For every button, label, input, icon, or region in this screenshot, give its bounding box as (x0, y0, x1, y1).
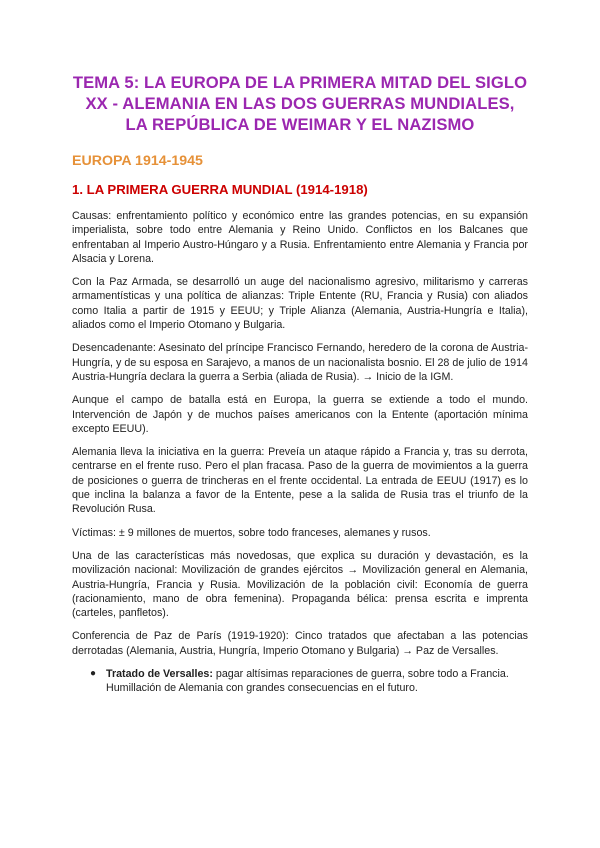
paragraph-causas: Causas: enfrentamiento político y económico entre las grandes potencias, en su expansión imperialista, sobre todo entre Alemania y Reino Unido. Conflictos en los Balcanes que enfrentaban al Imperio Austro-Húngaro y a Rusia. Enfrentamiento entre Alemania y Francia por Alsacia y Lorena. (72, 210, 528, 265)
paragraph-conferencia: Conferencia de Paz de París (1919-1920): Cinco tratados que afectaban a las potencias derrotadas (Alemania, Austria, Hungría, Imperio Otomano y Bulgaria) → Paz de Versalles. (72, 630, 528, 657)
bullet-icon: ● (90, 668, 97, 680)
list-item (90, 667, 528, 696)
paragraph-extension: Aunque el campo de batalla está en Europa, la guerra se extiende a todo el mundo. Intervención de Japón y de muchos países americanos con la Entente (aportación mínima excepto EEUU). (72, 394, 528, 435)
list-item-bold: Tratado de Versalles: (106, 668, 213, 681)
section-heading: EUROPA 1914-1945 (72, 153, 203, 169)
list-item-text: pagar altísimas reparaciones de guerra, sobre todo a Francia. Humillación de Alemania con grandes consecuencias en el futuro. (106, 668, 509, 695)
paragraph-paz-armada: Con la Paz Armada, se desarrolló un auge del nacionalismo agresivo, militarismo y carreras armamentísticas y una política de alianzas: Triple Entente (RU, Francia y Rusia) con aliados como Italia a partir de 1915 y EEUU; y Triple Alianza (Alemania, Austria-Hungría e Italia), aliados como el Imperio Otomano y Bulgaria. (72, 276, 528, 332)
document-title: TEMA 5: LA EUROPA DE LA PRIMERA MITAD DEL SIGLO XX - ALEMANIA EN LAS DOS GUERRAS MUNDIALES, LA REPÚBLICA DE WEIMAR Y EL NAZISMO (72, 73, 528, 134)
paragraph-iniciativa: Alemania lleva la iniciativa en la guerra: Preveía un ataque rápido a Francia y, tras su derrota, centrarse en el frente ruso. Pero el plan fracasa. Paso de la guerra de movimientos a la guerra de posiciones o guerra de trincheras en el frente occidental. La entrada de EEUU (1917) es lo que inclina la balanza a favor de la Entente, pese a la salida de Rusia tras el triunfo de la Revolución Rusa. (72, 446, 528, 516)
subsection-heading: 1. LA PRIMERA GUERRA MUNDIAL (1914-1918) (72, 182, 368, 197)
bullet-list (72, 667, 528, 696)
paragraph-desencadenante: Desencadenante: Asesinato del príncipe Francisco Fernando, heredero de la corona de Austria-Hungría, y de su esposa en Sarajevo, a manos de un nacionalista bosnio. El 28 de julio de 1914 Austria-Hungría declara la guerra a Serbia (aliada de Rusia). → Inicio de la IGM. (72, 342, 528, 383)
paragraph-movilizacion: Una de las características más novedosas, que explica su duración y devastación, es la movilización nacional: Movilización de grandes ejércitos → Movilización general en Alemania, Austria-Hungría, Francia y Rusia. Movilización de la población civil: Economía de guerra (racionamiento, mano de obra femenina). Propaganda bélica: prensa escrita e imprenta (carteles, panfletos). (72, 549, 528, 620)
paragraph-victimas: Víctimas: ± 9 millones de muertos, sobre todo franceses, alemanes y rusos. (72, 526, 431, 539)
